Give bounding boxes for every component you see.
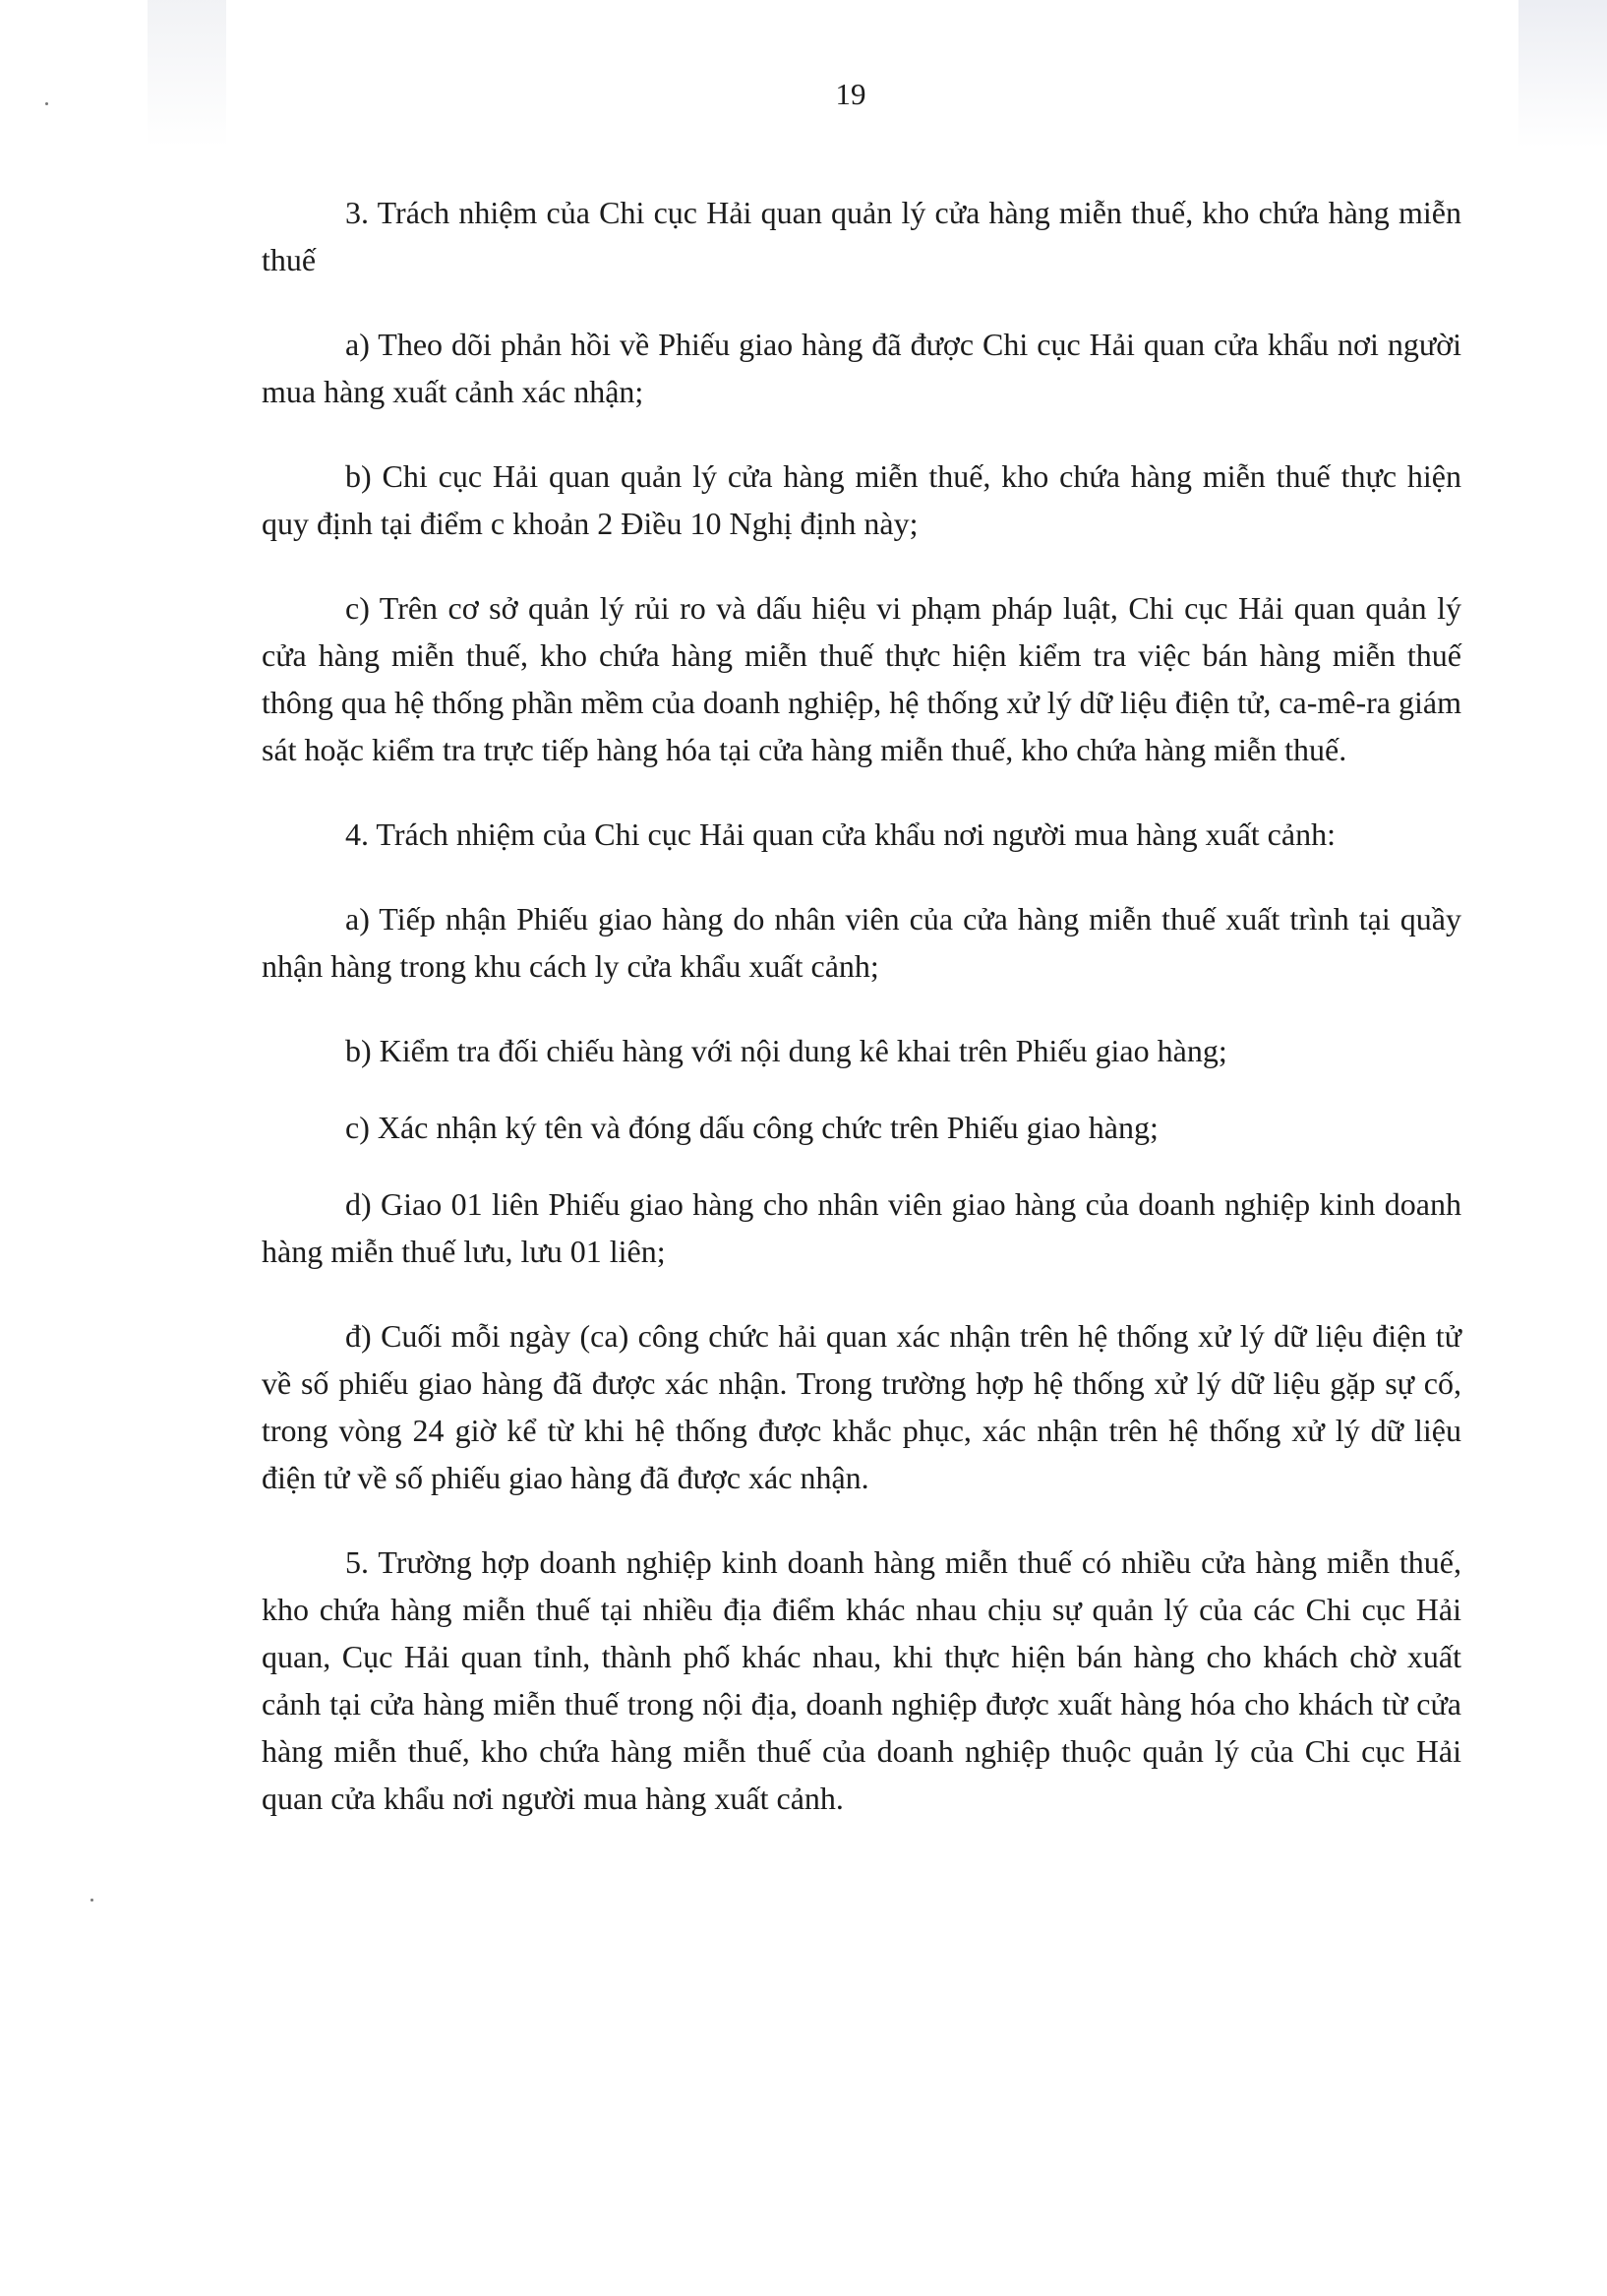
scan-shadow-left — [148, 0, 226, 148]
paragraph-4dd: đ) Cuối mỗi ngày (ca) công chức hải quan xác nhận trên hệ thống xử lý dữ liệu điện tử về số phiếu giao hàng đã được xác nhận. Trong trường hợp hệ thống xử lý dữ liệu gặp sự cố, trong vòng 24 giờ kể từ khi hệ thống được khắc phục, xác nhận trên hệ thống xử lý dữ liệu điện tử về số phiếu giao hàng đã được xác nhận. — [262, 1318, 1461, 1495]
paragraph-3a: a) Theo dõi phản hồi về Phiếu giao hàng đã được Chi cục Hải quan cửa khẩu nơi người mua hàng xuất cảnh xác nhận; — [262, 327, 1461, 409]
paragraph-5: 5. Trường hợp doanh nghiệp kinh doanh hàng miễn thuế có nhiều cửa hàng miễn thuế, kho chứa hàng miễn thuế tại nhiều địa điểm khác nhau chịu sự quản lý của các Chi cục Hải quan, Cục Hải quan tỉnh, thành phố khác nhau, khi thực hiện bán hàng cho khách chờ xuất cảnh tại cửa hàng miễn thuế trong nội địa, doanh nghiệp được xuất hàng hóa cho khách từ cửa hàng miễn thuế, kho chứa hàng miễn thuế của doanh nghiệp thuộc quản lý của Chi cục Hải quan cửa khẩu nơi người mua hàng xuất cảnh. — [262, 1544, 1461, 1816]
paragraph-4c: c) Xác nhận ký tên và đóng dấu công chức trên Phiếu giao hàng; — [345, 1110, 1159, 1145]
paragraph-3-heading: 3. Trách nhiệm của Chi cục Hải quan quản lý cửa hàng miễn thuế, kho chứa hàng miễn thuế — [262, 195, 1461, 277]
page-number: 19 — [835, 77, 866, 111]
paragraph-4d: d) Giao 01 liên Phiếu giao hàng cho nhân viên giao hàng của doanh nghiệp kinh doanh hàng miễn thuế lưu, lưu 01 liên; — [262, 1186, 1461, 1269]
paragraph-4-heading: 4. Trách nhiệm của Chi cục Hải quan cửa khẩu nơi người mua hàng xuất cảnh: — [345, 816, 1336, 852]
scan-shadow-right — [1518, 0, 1607, 148]
document-body — [262, 189, 1461, 1859]
paragraph-3b: b) Chi cục Hải quan quản lý cửa hàng miễn thuế, kho chứa hàng miễn thuế thực hiện quy định tại điểm c khoản 2 Điều 10 Nghị định này; — [262, 458, 1461, 541]
paragraph-3c: c) Trên cơ sở quản lý rủi ro và dấu hiệu vi phạm pháp luật, Chi cục Hải quan quản lý cửa hàng miễn thuế, kho chứa hàng miễn thuế thực hiện kiểm tra việc bán hàng miễn thuế thông qua hệ thống phần mềm của doanh nghiệp, hệ thống xử lý dữ liệu điện tử, ca-mê-ra giám sát hoặc kiểm tra trực tiếp hàng hóa tại cửa hàng miễn thuế, kho chứa hàng miễn thuế. — [262, 590, 1461, 767]
paragraph-4b: b) Kiểm tra đối chiếu hàng với nội dung kê khai trên Phiếu giao hàng; — [345, 1033, 1227, 1068]
scan-speck — [90, 1899, 93, 1902]
paragraph-4a: a) Tiếp nhận Phiếu giao hàng do nhân viên của cửa hàng miễn thuế xuất trình tại quầy nhận hàng trong khu cách ly cửa khẩu xuất cảnh; — [262, 901, 1461, 984]
